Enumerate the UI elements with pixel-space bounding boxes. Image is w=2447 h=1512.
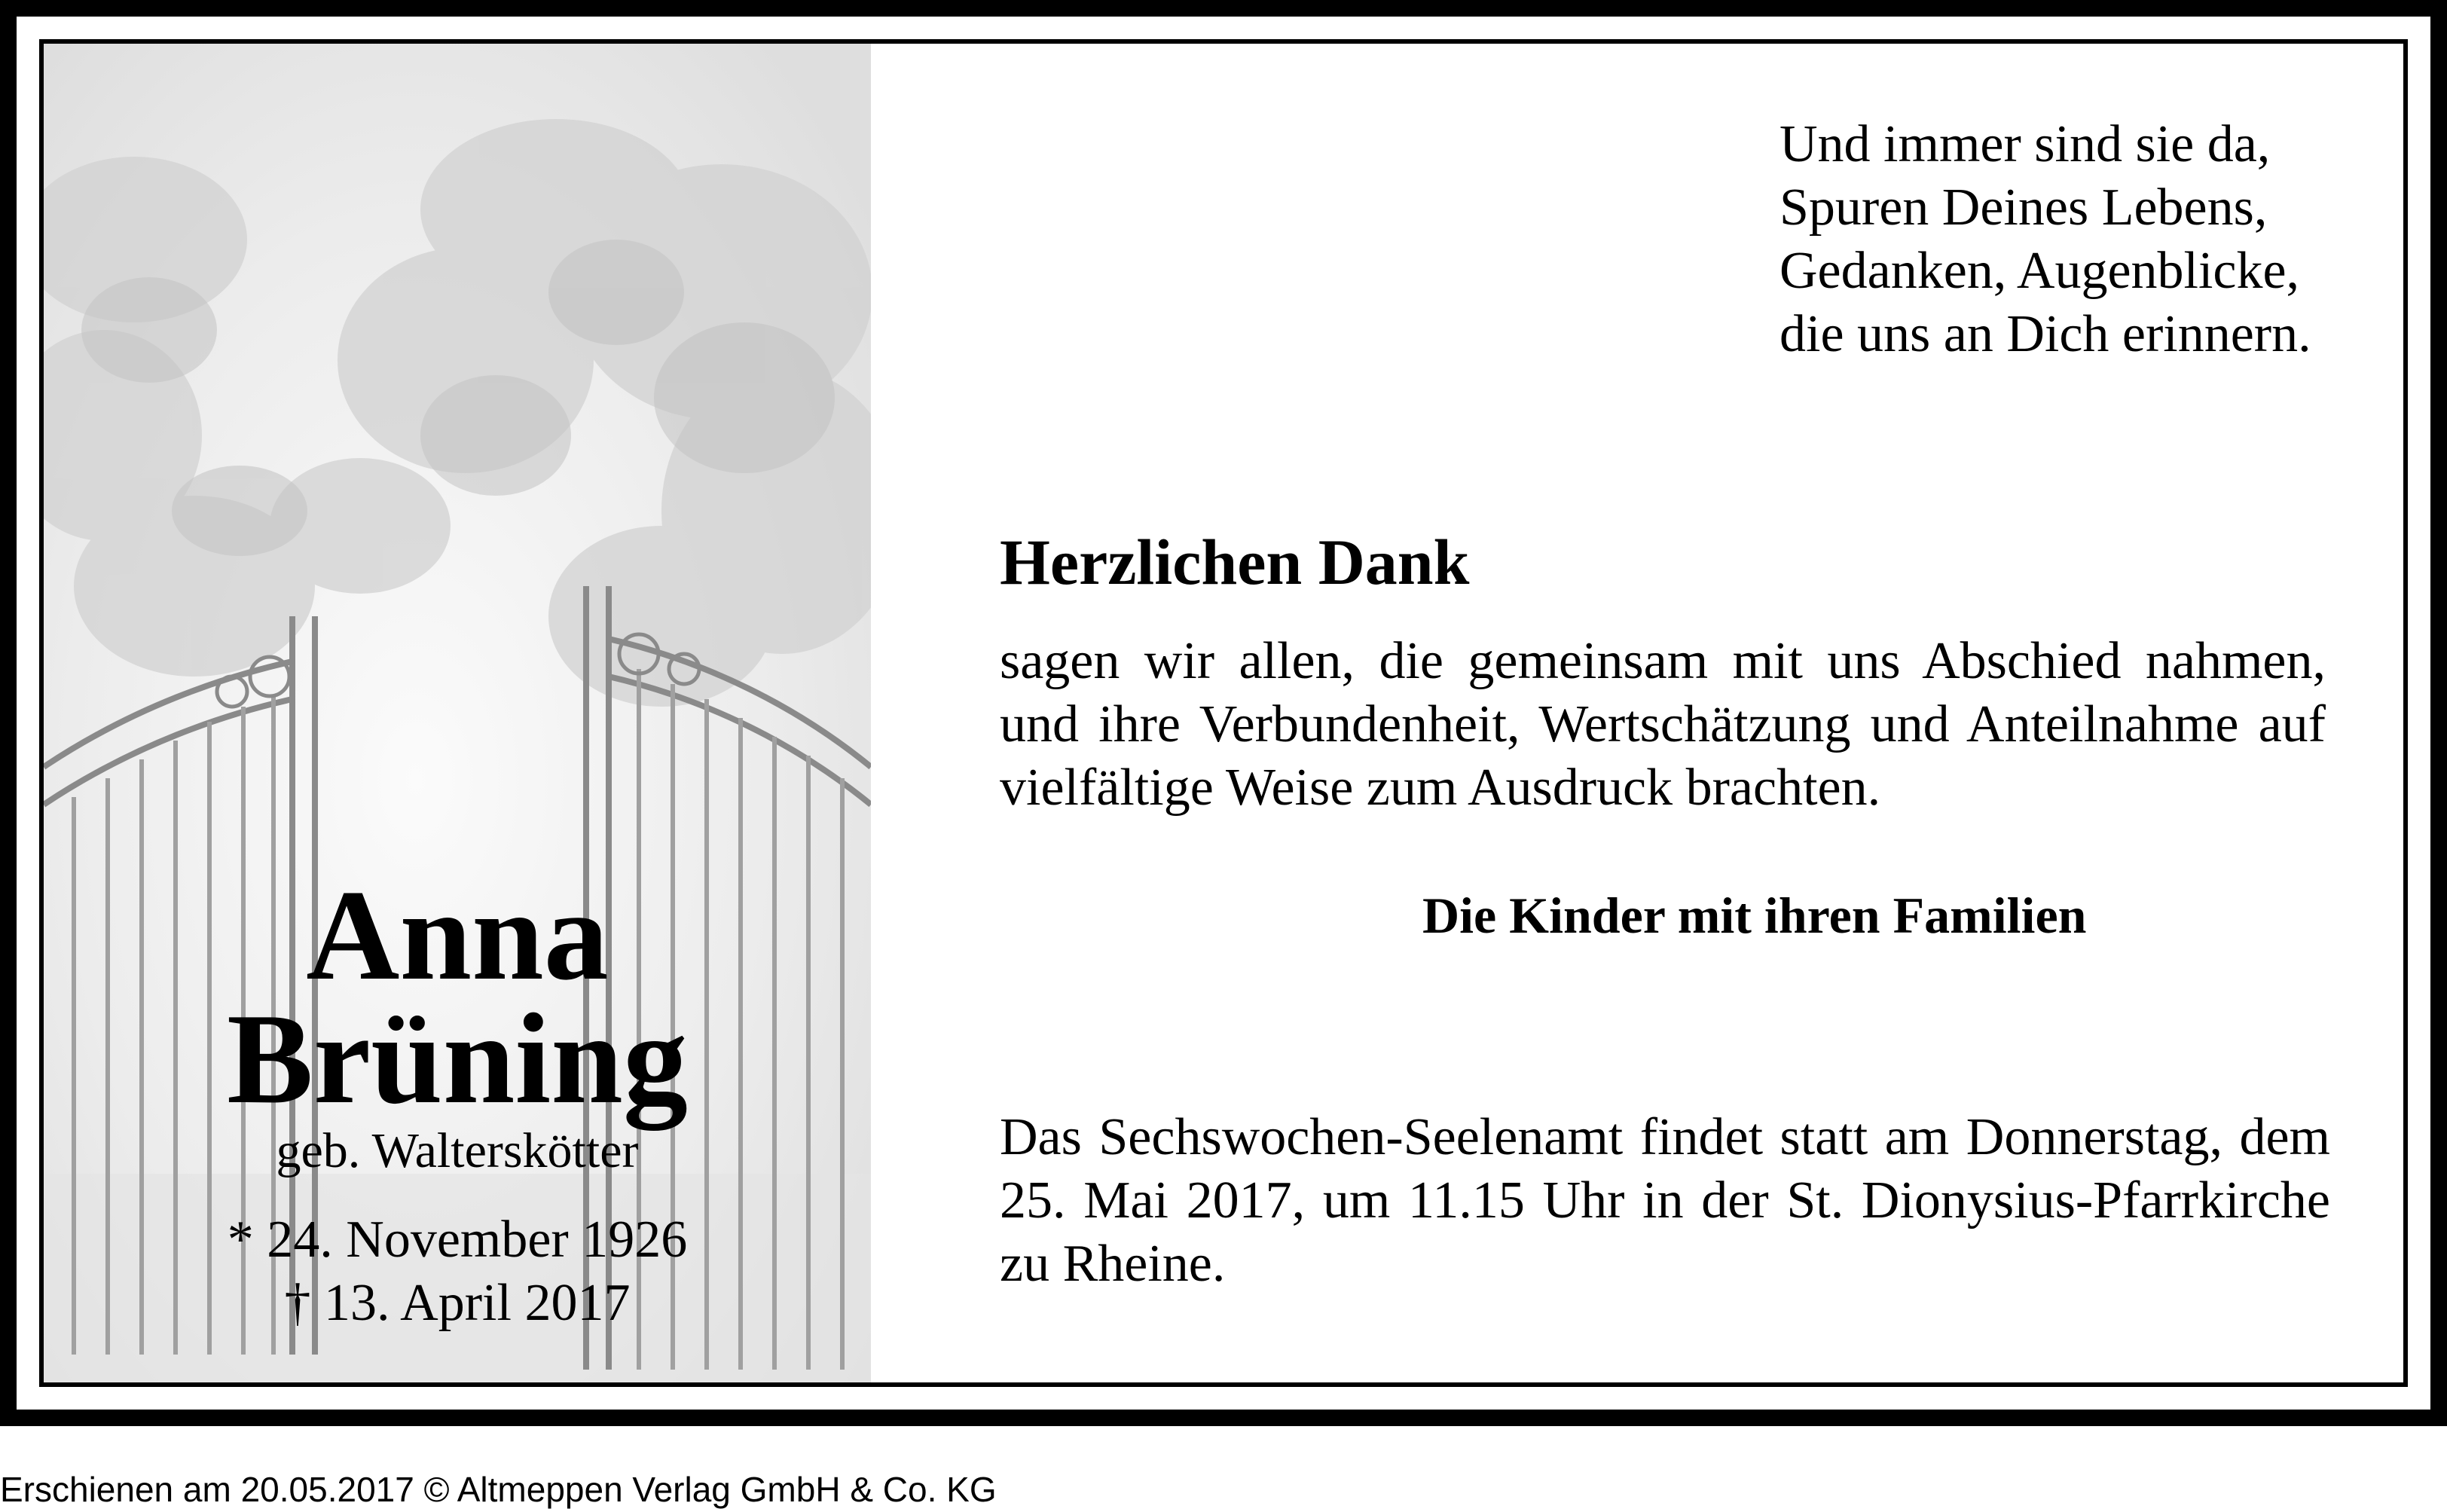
thanks-heading: Herzlichen Dank [1000,526,1470,598]
death-date: † 13. April 2017 [284,1274,631,1332]
deceased-first-name: Anna [306,864,609,1007]
deceased-birth-name: geb. Walterskötter [276,1123,639,1178]
thanks-line: und ihre Verbundenheit, Wertschätzung und Anteilnahme auf [1000,695,2326,753]
thanks-line: sagen wir allen, die gemeinsam mit uns Abschied nahmen, [1000,632,2326,690]
poem-line: Und immer sind sie da, [1779,115,2271,173]
service-line: Das Sechswochen-Seelenamt findet statt am Donnerstag, dem [1000,1108,2330,1166]
birth-date: * 24. November 1926 [227,1211,688,1269]
publication-footer: Erschienen am 20.05.2017 © Altmeppen Verlag GmbH & Co. KG [0,1470,997,1509]
poem [1779,113,2311,366]
gate-illustration [44,44,871,1382]
gate-illustration-image [44,44,871,1382]
deceased-last-name: Brüning [227,988,688,1131]
poem-line: Gedanken, Augenblicke, [1779,242,2300,300]
memorial-service-text [1000,1106,2330,1296]
family-signature: Die Kinder mit ihren Familien [1422,887,2087,944]
service-line: 25. Mai 2017, um 11.15 Uhr in der St. Dionysius-Pfarrkirche [1000,1171,2330,1229]
thanks-text [1000,630,2326,820]
thanks-line: vielfältige Weise zum Ausdruck brachten. [1000,759,1881,817]
poem-line: die uns an Dich erinnern. [1779,305,2311,363]
service-line: zu Rheine. [1000,1235,1226,1293]
poem-line: Spuren Deines Lebens, [1779,179,2268,237]
